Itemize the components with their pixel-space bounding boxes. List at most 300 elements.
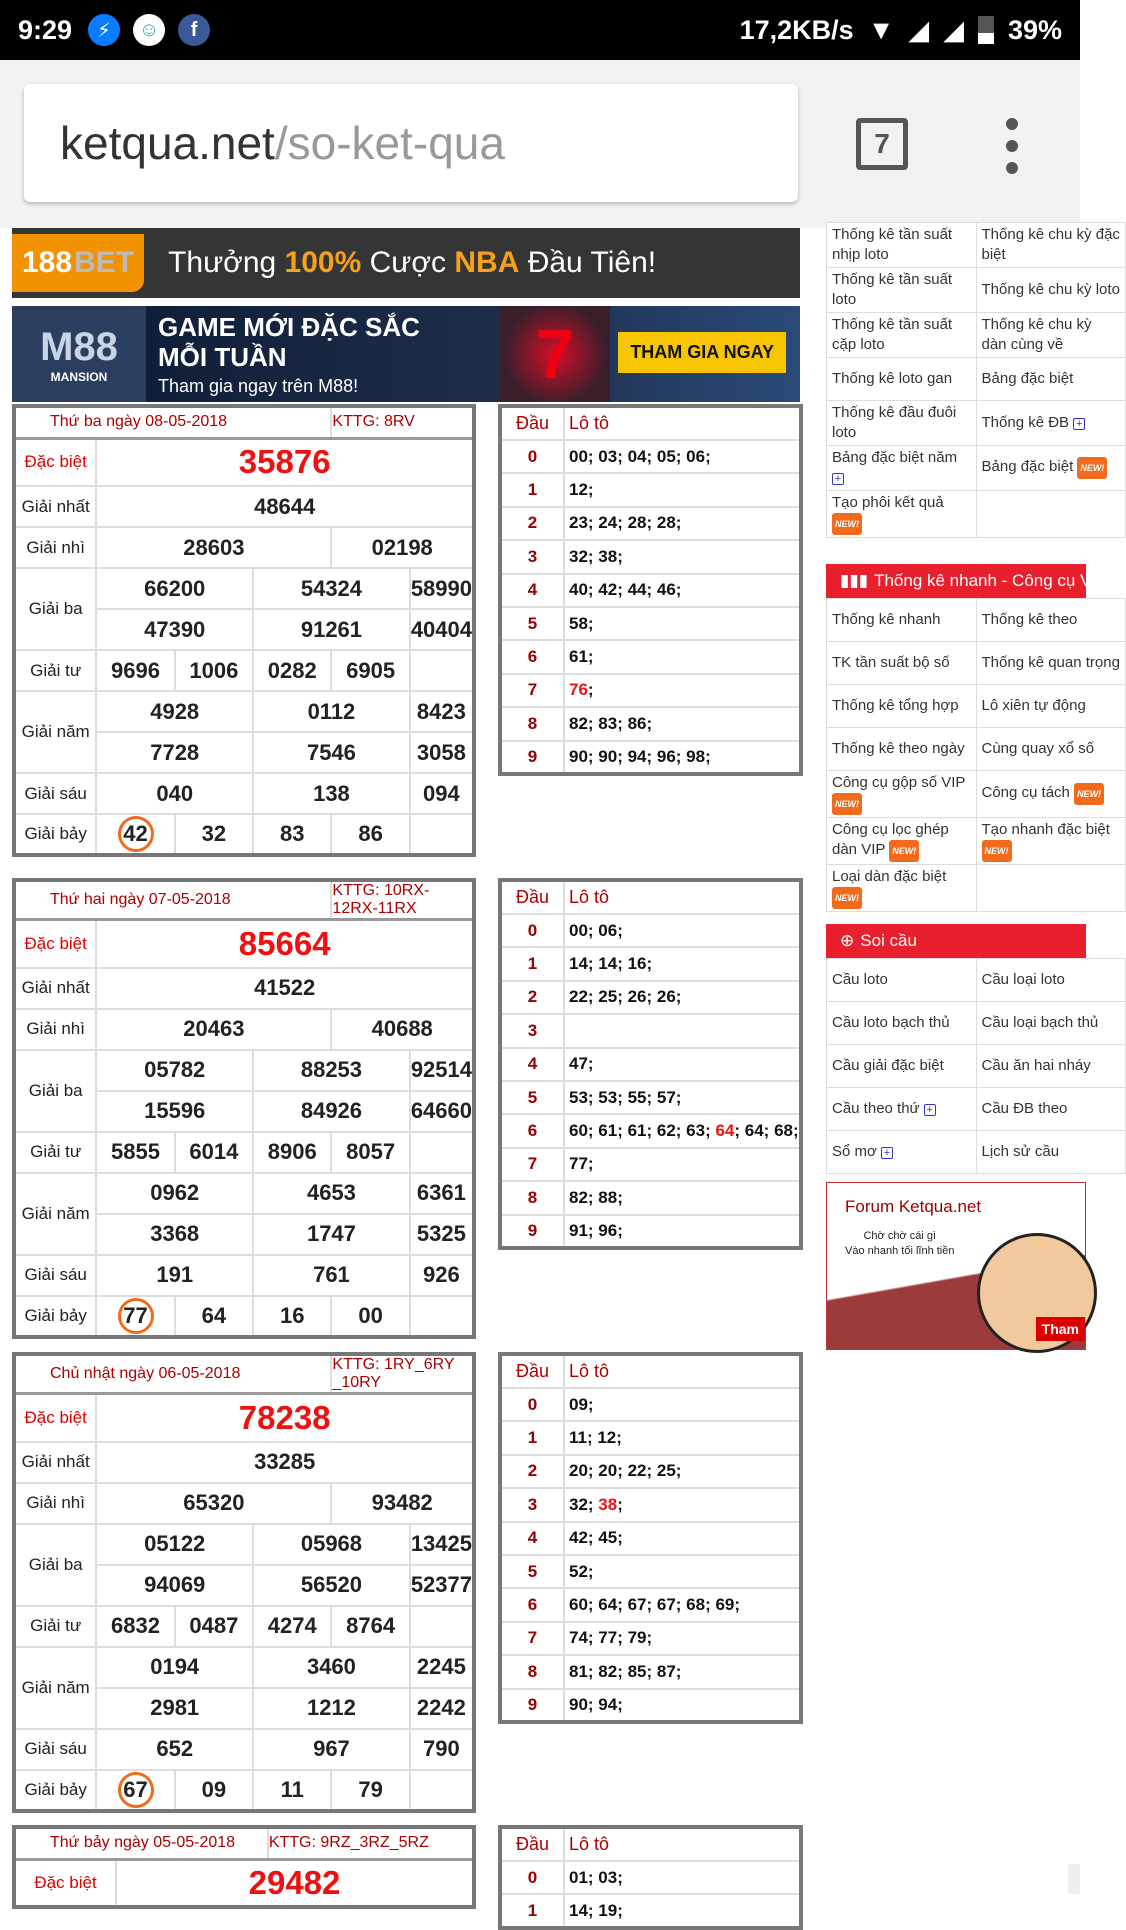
- prize-row-db: [14, 920, 474, 968]
- prize-number: 7728: [96, 732, 253, 773]
- sidebar-link[interactable]: Thống kê chu kỳ loto: [976, 268, 1126, 313]
- prize-number: 47390: [96, 609, 253, 650]
- sidebar-link[interactable]: Thống kê theo ngày: [827, 728, 977, 771]
- loto-values: 91; 96;: [564, 1215, 801, 1248]
- prize-row-g7: [14, 814, 474, 855]
- prize-label: Giải năm: [14, 1173, 96, 1255]
- prize-row-g6: [14, 1729, 474, 1770]
- loto-values: 23; 24; 28; 28;: [564, 507, 801, 540]
- prize-number: 94069: [96, 1565, 253, 1606]
- prize-number: 6361: [410, 1173, 474, 1214]
- loto-head-digit: 5: [500, 1081, 564, 1114]
- result-header: [14, 1827, 474, 1859]
- result-table: [12, 878, 476, 1339]
- prize-number: 83: [253, 814, 331, 855]
- prize-label: Giải ba: [14, 1524, 96, 1606]
- m88-logo: M88 MANSION: [12, 306, 146, 402]
- prize-label: Giải năm: [14, 1647, 96, 1729]
- dau-header: Đầu: [500, 1827, 564, 1861]
- loto-row: [500, 1048, 801, 1081]
- loto-head-digit: 7: [500, 674, 564, 707]
- battery-level: 39%: [1007, 14, 1062, 45]
- loto-table: [498, 1352, 803, 1724]
- sidebar-link[interactable]: Thống kê ĐB +: [976, 401, 1126, 446]
- draw-date: Thứ ba ngày 08-05-2018: [14, 406, 331, 438]
- prize-number: 41522: [96, 968, 474, 1009]
- loto-head-digit: 1: [500, 473, 564, 506]
- sidebar-link-row: [827, 313, 1126, 358]
- new-badge: NEW!: [832, 793, 862, 815]
- loto-row: [500, 640, 801, 673]
- loto-head-digit: 6: [500, 640, 564, 673]
- sidebar-link-row: [827, 223, 1126, 268]
- loto-row: [500, 1148, 801, 1181]
- loto-head-digit: 3: [500, 1014, 564, 1047]
- sidebar-link[interactable]: Thống kê quan trọng: [976, 642, 1126, 685]
- sidebar-link[interactable]: Cầu loto bạch thủ: [827, 1002, 977, 1045]
- prize-number: 02198: [331, 527, 474, 568]
- sidebar-link[interactable]: Thống kê loto gan: [827, 358, 977, 401]
- loto-row: [500, 1689, 801, 1722]
- prize-row-g4: [14, 1606, 474, 1647]
- prize-number: 11: [253, 1770, 331, 1811]
- new-badge: NEW!: [832, 887, 862, 909]
- loto-head-digit: 8: [500, 1181, 564, 1214]
- prize-row-g7: [14, 1296, 474, 1337]
- prize-number: 56520: [253, 1565, 410, 1606]
- prize-number: 138: [253, 773, 410, 814]
- new-badge: NEW!: [889, 840, 919, 862]
- prize-label: Giải nhì: [14, 1009, 96, 1050]
- browser-toolbar: [0, 60, 1080, 228]
- prize-number: 15596: [96, 1091, 253, 1132]
- loto-values: 00; 06;: [564, 914, 801, 947]
- prize-row-g3: [14, 1050, 474, 1091]
- sidebar-link-row: [827, 268, 1126, 313]
- special-prize-number: 85664: [96, 920, 474, 968]
- highlight-circle: 42: [118, 816, 154, 852]
- forum-join-button[interactable]: Tham: [1036, 1317, 1085, 1341]
- prize-row-g5: [14, 1647, 474, 1688]
- sidebar-link-row: [827, 771, 1126, 818]
- loto-values: 81; 82; 85; 87;: [564, 1655, 801, 1688]
- prize-number: 09: [175, 1770, 253, 1811]
- loto-values: 82; 88;: [564, 1181, 801, 1214]
- page-content: [0, 226, 1120, 1920]
- sidebar-link[interactable]: Thống kê tổng hợp: [827, 685, 977, 728]
- sidebar-link[interactable]: Lô xiên tự động: [976, 685, 1126, 728]
- loto-table: [498, 1825, 803, 1930]
- prize-number: 6832: [96, 1606, 174, 1647]
- prize-number: 52377: [410, 1565, 474, 1606]
- wifi-icon: ▼: [867, 14, 895, 45]
- prize-number: 7546: [253, 732, 410, 773]
- loto-head-digit: 2: [500, 507, 564, 540]
- prize-label: Đặc biệt: [14, 438, 96, 486]
- prize-number: 28603: [96, 527, 331, 568]
- prize-number: 13425: [410, 1524, 474, 1565]
- loto-row: [500, 1655, 801, 1688]
- prize-number: 0962: [96, 1173, 253, 1214]
- clock: 9:29: [18, 14, 73, 45]
- prize-number: 6905: [331, 650, 409, 691]
- prize-row-g4: [14, 650, 474, 691]
- prize-label: Giải tư: [14, 1132, 96, 1173]
- loto-values: 77;: [564, 1148, 801, 1181]
- loto-values: 14; 14; 16;: [564, 947, 801, 980]
- loto-head-digit: 3: [500, 540, 564, 573]
- sidebar-link[interactable]: Thống kê theo: [976, 599, 1126, 642]
- sidebar-link-row: [827, 599, 1126, 642]
- prize-number: 16: [253, 1296, 331, 1337]
- ad-banner-m88[interactable]: [12, 306, 800, 402]
- loto-values: 58;: [564, 607, 801, 640]
- prize-row-g2: [14, 1009, 474, 1050]
- signal-icon: ◢: [908, 14, 930, 45]
- prize-number: 58990: [410, 568, 474, 609]
- prize-label: Giải bảy: [14, 814, 96, 855]
- loto-table: [498, 878, 803, 1250]
- prize-number: 8057: [331, 1132, 409, 1173]
- quick-stats-header: ▮▮▮ Thống kê nhanh - Công cụ VIP: [826, 564, 1086, 598]
- sidebar-link[interactable]: Tạo nhanh đặc biệt NEW!: [976, 818, 1126, 865]
- prize-number: 652: [96, 1729, 253, 1770]
- prize-row-g6: [14, 1255, 474, 1296]
- sidebar-link-row: [827, 685, 1126, 728]
- loto-values: 47;: [564, 1048, 801, 1081]
- prize-label: Giải sáu: [14, 1729, 96, 1770]
- prize-label: Giải sáu: [14, 1255, 96, 1296]
- prize-label: Giải ba: [14, 1050, 96, 1132]
- expand-plus-icon[interactable]: +: [924, 1104, 936, 1116]
- draw-date: Thứ hai ngày 07-05-2018: [14, 880, 331, 920]
- prize-label: Giải sáu: [14, 773, 96, 814]
- sidebar-link[interactable]: Cầu loto: [827, 959, 977, 1002]
- prize-number: 00: [331, 1296, 409, 1337]
- sidebar-link-row: [827, 491, 1126, 538]
- loto-values: 40; 42; 44; 46;: [564, 574, 801, 607]
- prize-row-db: [14, 1859, 474, 1907]
- stats-links-table: [826, 222, 1126, 538]
- loto-row: [500, 1421, 801, 1454]
- loto-row: [500, 1622, 801, 1655]
- sidebar-link-row: [827, 1045, 1126, 1088]
- sidebar-link[interactable]: Cầu giải đặc biệt: [827, 1045, 977, 1088]
- prize-number: 2242: [410, 1688, 474, 1729]
- loto-head-digit: 4: [500, 1522, 564, 1555]
- loto-head-digit: 1: [500, 1421, 564, 1454]
- chart-icon: ▮▮▮: [840, 571, 869, 590]
- prize-row-g7: [14, 1770, 474, 1811]
- sidebar-link[interactable]: Công cụ lọc ghép dàn VIP NEW!: [827, 818, 977, 865]
- loto-header: Lô tô: [564, 406, 801, 440]
- sidebar-link[interactable]: Thống kê tần suất loto: [827, 268, 977, 313]
- forum-ad[interactable]: Forum Ketqua.net Chờ chờ cái gì Vào nhanh tối lĩnh tiền Tham: [826, 1182, 1086, 1350]
- sidebar-link[interactable]: Công cụ tách NEW!: [976, 771, 1126, 818]
- prize-row-g6: [14, 773, 474, 814]
- prize-label: Giải ba: [14, 568, 96, 650]
- sidebar-link[interactable]: Loại dàn đặc biệt NEW!: [827, 865, 977, 912]
- loto-values: 12;: [564, 473, 801, 506]
- loto-head-digit: 7: [500, 1148, 564, 1181]
- prize-number: 86: [331, 814, 409, 855]
- sidebar-link[interactable]: Thống kê nhanh: [827, 599, 977, 642]
- loto-row: [500, 1455, 801, 1488]
- prize-number: 3460: [253, 1647, 410, 1688]
- dau-header: Đầu: [500, 406, 564, 440]
- loto-head-digit: 3: [500, 1488, 564, 1521]
- prize-number: 64660: [410, 1091, 474, 1132]
- sidebar-link[interactable]: Cầu theo thứ +: [827, 1088, 977, 1131]
- battery-icon: [978, 16, 994, 44]
- dau-header: Đầu: [500, 880, 564, 914]
- dau-header: Đầu: [500, 1354, 564, 1388]
- prize-label: Giải nhất: [14, 486, 96, 527]
- loto-row: [500, 507, 801, 540]
- loto-row: [500, 1522, 801, 1555]
- new-badge: NEW!: [1074, 783, 1104, 805]
- tab-switcher-button[interactable]: 7: [856, 118, 908, 170]
- sidebar-link-row: [827, 358, 1126, 401]
- sidebar-link-row: [827, 401, 1126, 446]
- prize-number: 20463: [96, 1009, 331, 1050]
- expand-plus-icon[interactable]: +: [832, 473, 844, 485]
- loto-head-digit: 6: [500, 1114, 564, 1147]
- loto-values: 90; 94;: [564, 1689, 801, 1722]
- sidebar-link-row: [827, 446, 1126, 491]
- ad-text: Thưởng 100% Cược NBA Đầu Tiên!: [168, 246, 657, 279]
- ad-banner-188bet[interactable]: [12, 228, 800, 298]
- prize-row-g5: [14, 1173, 474, 1214]
- loto-values: 22; 25; 26; 26;: [564, 981, 801, 1014]
- sidebar-link[interactable]: Sổ mơ +: [827, 1131, 977, 1174]
- prize-number: 6014: [175, 1132, 253, 1173]
- kttg-code: KTTG: 10RX-12RX-11RX: [331, 880, 474, 920]
- loto-values: 60; 61; 61; 62; 63; 64; 64; 68;: [564, 1114, 801, 1147]
- prize-number: 2245: [410, 1647, 474, 1688]
- result-table: [12, 1825, 476, 1909]
- prize-number: 54324: [253, 568, 410, 609]
- prize-row-g1: [14, 968, 474, 1009]
- quick-stats-table: [826, 598, 1126, 912]
- sidebar-link-row: [827, 728, 1126, 771]
- soi-cau-table: [826, 958, 1126, 1174]
- sidebar-link[interactable]: Cùng quay xổ số: [976, 728, 1126, 771]
- 188bet-logo: 188 BET: [12, 234, 144, 292]
- prize-label: Giải nhì: [14, 1483, 96, 1524]
- loto-row: [500, 707, 801, 740]
- sidebar-link[interactable]: Thống kê chu kỳ đặc biệt: [976, 223, 1126, 268]
- prize-row-g3: [14, 1524, 474, 1565]
- prize-row-g2: [14, 527, 474, 568]
- sidebar-link-row: [827, 1131, 1126, 1174]
- prize-number: 32: [175, 814, 253, 855]
- loto-row: [500, 1081, 801, 1114]
- prize-label: Giải nhất: [14, 968, 96, 1009]
- prize-number: 3058: [410, 732, 474, 773]
- sidebar-link-row: [827, 1002, 1126, 1045]
- new-badge: NEW!: [832, 513, 862, 535]
- prize-number: 5855: [96, 1132, 174, 1173]
- loto-values: 20; 20; 22; 25;: [564, 1455, 801, 1488]
- prize-number: 40404: [410, 609, 474, 650]
- loto-values: 00; 03; 04; 05; 06;: [564, 440, 801, 473]
- sidebar-link-row: [827, 642, 1126, 685]
- loto-values: 52;: [564, 1555, 801, 1588]
- loto-header: Lô tô: [564, 1354, 801, 1388]
- result-header: [14, 406, 474, 438]
- prize-number: [96, 1296, 174, 1337]
- loto-row: [500, 741, 801, 774]
- prize-number: 92514: [410, 1050, 474, 1091]
- sidebar-link[interactable]: TK tần suất bộ số: [827, 642, 977, 685]
- loto-head-digit: 4: [500, 574, 564, 607]
- sidebar-link-row: [827, 959, 1126, 1002]
- prize-number: 5325: [410, 1214, 474, 1255]
- prize-label: Giải nhì: [14, 527, 96, 568]
- loto-head-digit: 2: [500, 981, 564, 1014]
- prize-number: 094: [410, 773, 474, 814]
- kttg-code: KTTG: 8RV: [331, 406, 474, 438]
- prize-number: 33285: [96, 1442, 474, 1483]
- result-table: [12, 1352, 476, 1813]
- sidebar-link[interactable]: Thống kê chu kỳ dàn cùng về: [976, 313, 1126, 358]
- loto-values: [564, 1014, 801, 1047]
- app-icon: ☺: [133, 14, 165, 46]
- loto-row: [500, 947, 801, 980]
- sidebar-link[interactable]: Bảng đặc biệt: [976, 358, 1126, 401]
- prize-number: 48644: [96, 486, 474, 527]
- loto-head-digit: 8: [500, 707, 564, 740]
- loto-values: 11; 12;: [564, 1421, 801, 1454]
- loto-values: 90; 90; 94; 96; 98;: [564, 741, 801, 774]
- special-prize-number: 35876: [96, 438, 474, 486]
- loto-row: [500, 1861, 801, 1894]
- slot-machine-image: 7: [500, 306, 610, 402]
- new-badge: NEW!: [1077, 457, 1107, 479]
- loto-values: 76;: [564, 674, 801, 707]
- loto-values: 53; 53; 55; 57;: [564, 1081, 801, 1114]
- prize-number: 761: [253, 1255, 410, 1296]
- prize-row-g1: [14, 486, 474, 527]
- loto-head-digit: 0: [500, 914, 564, 947]
- sidebar-link[interactable]: Bảng đặc biệt năm +: [827, 446, 977, 491]
- sidebar-link-row: [827, 1088, 1126, 1131]
- prize-number: 4274: [253, 1606, 331, 1647]
- new-badge: NEW!: [982, 840, 1012, 862]
- loto-row: [500, 607, 801, 640]
- loto-row: [500, 981, 801, 1014]
- join-now-button[interactable]: THAM GIA NGAY: [618, 332, 786, 373]
- sidebar-link[interactable]: Cầu loại loto: [976, 959, 1126, 1002]
- status-bar: [0, 0, 1080, 60]
- prize-number: 65320: [96, 1483, 331, 1524]
- empty-cell: [976, 865, 1126, 912]
- expand-plus-icon[interactable]: +: [881, 1147, 893, 1159]
- sidebar-link[interactable]: Thống kê tần suất cặp loto: [827, 313, 977, 358]
- highlight-circle: 67: [118, 1772, 154, 1808]
- loto-values: 09;: [564, 1388, 801, 1421]
- draw-date: Chủ nhật ngày 06-05-2018: [14, 1354, 331, 1394]
- loto-head-digit: 9: [500, 1215, 564, 1248]
- loto-values: 61;: [564, 640, 801, 673]
- loto-head-digit: 8: [500, 1655, 564, 1688]
- url-host: ketqua.net: [60, 117, 275, 169]
- prize-row-g1: [14, 1442, 474, 1483]
- signal-icon-2: ◢: [943, 14, 964, 45]
- loto-row: [500, 1388, 801, 1421]
- prize-number: 9696: [96, 650, 174, 691]
- prize-number: 2981: [96, 1688, 253, 1729]
- loto-values: 60; 64; 67; 67; 68; 69;: [564, 1588, 801, 1621]
- sidebar-link[interactable]: Lịch sử cầu: [976, 1131, 1126, 1174]
- prize-number: 79: [331, 1770, 409, 1811]
- loto-values: 14; 19;: [564, 1894, 801, 1927]
- loto-row: [500, 1488, 801, 1521]
- loto-table: [498, 404, 803, 776]
- prize-number: 1212: [253, 1688, 410, 1729]
- prize-number: 0112: [253, 691, 410, 732]
- prize-number: 0487: [175, 1606, 253, 1647]
- loto-head-digit: 1: [500, 1894, 564, 1927]
- sidebar-link[interactable]: Thống kê tần suất nhịp loto: [827, 223, 977, 268]
- prize-number: 1006: [175, 650, 253, 691]
- loto-values: 01; 03;: [564, 1861, 801, 1894]
- sidebar-link-row: [827, 818, 1126, 865]
- loto-head-digit: 7: [500, 1622, 564, 1655]
- prize-number: 84926: [253, 1091, 410, 1132]
- overflow-menu-icon[interactable]: [1000, 118, 1024, 174]
- result-header: [14, 880, 474, 920]
- loto-head-digit: 9: [500, 1689, 564, 1722]
- prize-label: Giải tư: [14, 1606, 96, 1647]
- loto-head-digit: 5: [500, 607, 564, 640]
- prize-number: 790: [410, 1729, 474, 1770]
- loto-row: [500, 440, 801, 473]
- scroll-to-top-button[interactable]: [1068, 1864, 1080, 1894]
- loto-row: [500, 1181, 801, 1214]
- loto-head-digit: 0: [500, 1861, 564, 1894]
- loto-head-digit: 9: [500, 741, 564, 774]
- loto-row: [500, 1215, 801, 1248]
- loto-head-digit: 0: [500, 1388, 564, 1421]
- sidebar-link[interactable]: Tạo phôi kết quả NEW!: [827, 491, 977, 538]
- sidebar-link[interactable]: Công cụ gộp số VIP NEW!: [827, 771, 977, 818]
- sidebar-link[interactable]: Cầu ĐB theo: [976, 1088, 1126, 1131]
- loto-header: Lô tô: [564, 1827, 801, 1861]
- prize-row-db: [14, 438, 474, 486]
- sidebar-link[interactable]: Cầu ăn hai nháy: [976, 1045, 1126, 1088]
- loto-row: [500, 473, 801, 506]
- prize-row-g5: [14, 691, 474, 732]
- kttg-code: KTTG: 9RZ_3RZ_5RZ: [268, 1827, 474, 1859]
- prize-row-db: [14, 1394, 474, 1442]
- sidebar-link-row: [827, 865, 1126, 912]
- prize-number: 40688: [331, 1009, 474, 1050]
- loto-head-digit: 5: [500, 1555, 564, 1588]
- url-bar[interactable]: [24, 84, 798, 202]
- draw-date: Thứ bảy ngày 05-05-2018: [14, 1827, 268, 1859]
- loto-head-digit: 4: [500, 1048, 564, 1081]
- sidebar-link[interactable]: Cầu loại bạch thủ: [976, 1002, 1126, 1045]
- soi-cau-header: ⊕ Soi cầu: [826, 924, 1086, 958]
- ad-copy: GAME MỚI ĐẶC SẮC MỖI TUẦN Tham gia ngay trên M88!: [158, 311, 420, 396]
- empty-cell: [976, 491, 1126, 538]
- expand-plus-icon[interactable]: +: [1073, 418, 1085, 430]
- sidebar-link[interactable]: Bảng đặc biệt NEW!: [976, 446, 1126, 491]
- sidebar-link[interactable]: Thống kê đầu đuôi loto: [827, 401, 977, 446]
- special-prize-number: 78238: [96, 1394, 474, 1442]
